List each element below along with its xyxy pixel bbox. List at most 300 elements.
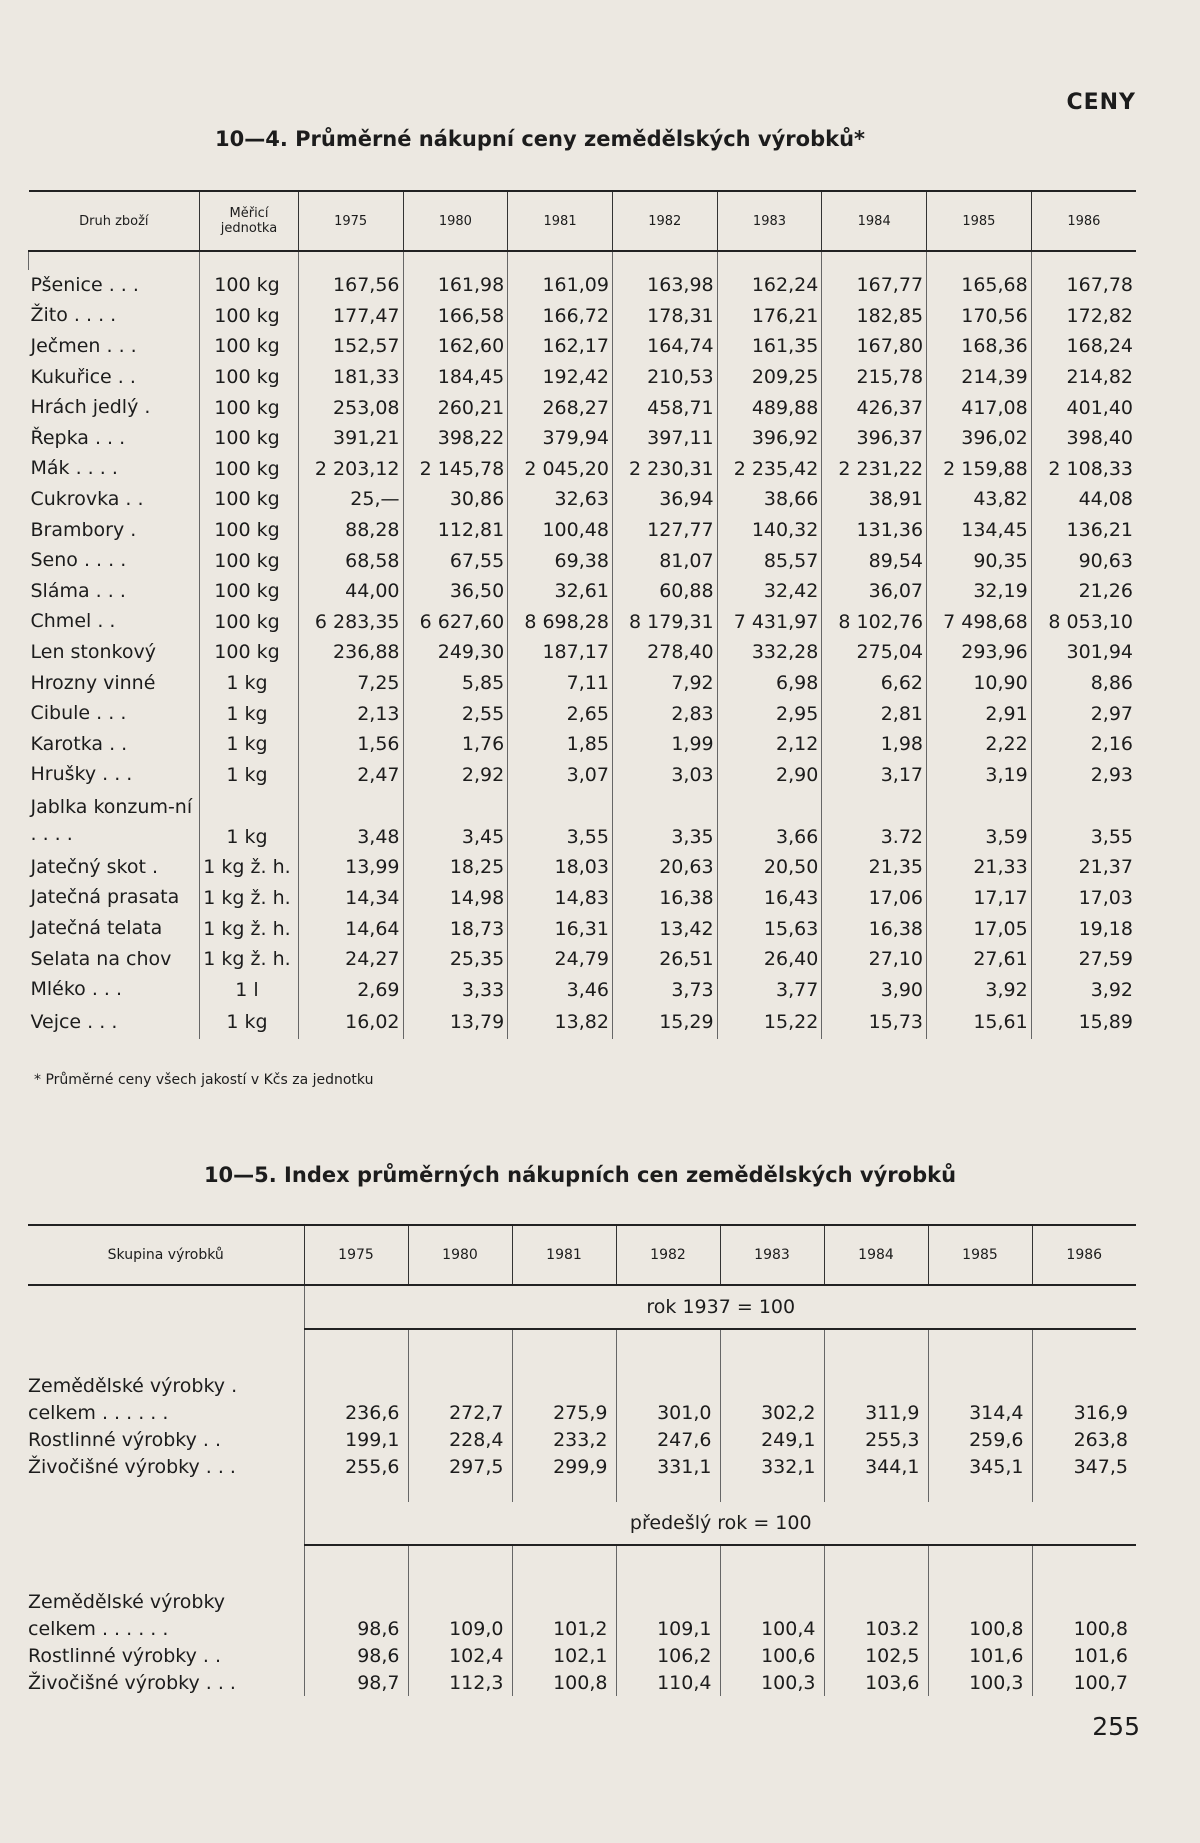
unit-cell: 1 kg ž. h. xyxy=(200,913,299,944)
index-cell xyxy=(408,1372,512,1399)
price-cell: 253,08 xyxy=(298,392,403,423)
table-row xyxy=(29,454,1137,485)
product-name: Sláma . . . xyxy=(30,579,126,602)
index-cell: 332,1 xyxy=(720,1453,824,1480)
price-cell: 15,73 xyxy=(822,1005,927,1039)
index-cell: 275,9 xyxy=(512,1399,616,1426)
price-cell: 17,17 xyxy=(927,883,1032,914)
index-cell: 344,1 xyxy=(824,1453,928,1480)
group-name: Rostlinné výrobky . . xyxy=(28,1428,221,1451)
column-header-year: 1983 xyxy=(720,1225,824,1285)
price-cell: 165,68 xyxy=(927,270,1032,301)
index-cell: 100,6 xyxy=(720,1642,824,1669)
price-cell: 391,21 xyxy=(298,423,403,454)
table-row xyxy=(28,1669,1136,1696)
index-cell: 301,0 xyxy=(616,1399,720,1426)
table-row xyxy=(29,974,1137,1005)
price-cell: 38,91 xyxy=(822,484,927,515)
index-cell: 100,8 xyxy=(512,1669,616,1696)
price-cell: 3.72 xyxy=(822,790,927,852)
index-cell: 297,5 xyxy=(408,1453,512,1480)
price-cell: 13,82 xyxy=(508,1005,613,1039)
price-cell: 6,62 xyxy=(822,668,927,699)
price-cell: 18,25 xyxy=(403,852,508,883)
price-cell: 2,91 xyxy=(927,698,1032,729)
index-cell: 263,8 xyxy=(1032,1426,1136,1453)
price-cell: 3,07 xyxy=(508,760,613,791)
price-cell: 6 627,60 xyxy=(403,607,508,638)
index-cell: 233,2 xyxy=(512,1426,616,1453)
price-cell: 3,46 xyxy=(508,974,613,1005)
price-cell: 8 698,28 xyxy=(508,607,613,638)
index-cell xyxy=(408,1588,512,1615)
index-cell: 259,6 xyxy=(928,1426,1032,1453)
price-cell: 417,08 xyxy=(927,392,1032,423)
base-period-band-row xyxy=(28,1285,1136,1329)
price-cell: 32,61 xyxy=(508,576,613,607)
price-cell: 27,61 xyxy=(927,944,1032,975)
table-row xyxy=(28,1426,1136,1453)
index-cell xyxy=(720,1372,824,1399)
price-cell: 396,37 xyxy=(822,423,927,454)
price-cell: 81,07 xyxy=(612,545,717,576)
index-cell: 102,5 xyxy=(824,1642,928,1669)
band-spacer xyxy=(28,1502,304,1545)
price-cell: 21,33 xyxy=(927,852,1032,883)
price-cell: 182,85 xyxy=(822,301,927,332)
spacer-cell xyxy=(1032,1480,1136,1502)
price-cell: 25,— xyxy=(298,484,403,515)
table1-title: 10—4. Průměrné nákupní ceny zemědělských výrobků* xyxy=(215,127,865,151)
spacer-cell xyxy=(304,1480,408,1502)
index-cell: 331,1 xyxy=(616,1453,720,1480)
table-row xyxy=(29,423,1137,454)
index-cell: 345,1 xyxy=(928,1453,1032,1480)
price-cell: 7,25 xyxy=(298,668,403,699)
spacer-cell xyxy=(720,1545,824,1588)
index-cell: 100,4 xyxy=(720,1615,824,1642)
index-cell xyxy=(720,1588,824,1615)
index-cell xyxy=(1032,1372,1136,1399)
average-prices-table xyxy=(28,190,1136,1039)
spacer-row xyxy=(29,251,1137,270)
spacer-cell xyxy=(720,1329,824,1372)
table-row xyxy=(29,607,1137,638)
price-cell: 127,77 xyxy=(612,515,717,546)
spacer-cell xyxy=(512,1480,616,1502)
price-cell: 32,63 xyxy=(508,484,613,515)
index-cell: 101,6 xyxy=(928,1642,1032,1669)
price-cell: 10,90 xyxy=(927,668,1032,699)
table-row xyxy=(29,637,1137,668)
price-cell: 161,98 xyxy=(403,270,508,301)
product-name: Seno . . . . xyxy=(30,549,127,572)
index-cell: 112,3 xyxy=(408,1669,512,1696)
price-cell: 8 102,76 xyxy=(822,607,927,638)
price-cell: 88,28 xyxy=(298,515,403,546)
price-cell: 21,26 xyxy=(1031,576,1136,607)
price-cell: 3,19 xyxy=(927,760,1032,791)
price-cell: 20,63 xyxy=(612,852,717,883)
price-cell: 90,63 xyxy=(1031,545,1136,576)
index-cell: 102,4 xyxy=(408,1642,512,1669)
price-cell: 131,36 xyxy=(822,515,927,546)
price-cell: 25,35 xyxy=(403,944,508,975)
index-cell: 272,7 xyxy=(408,1399,512,1426)
product-name: Řepka . . . xyxy=(30,426,126,449)
unit-cell: 100 kg xyxy=(200,362,299,393)
unit-cell: 100 kg xyxy=(200,270,299,301)
price-cell: 44,00 xyxy=(298,576,403,607)
price-cell: 134,45 xyxy=(927,515,1032,546)
spacer-cell xyxy=(717,251,822,270)
price-cell: 16,43 xyxy=(717,883,822,914)
product-name: Jatečná prasata xyxy=(30,886,180,909)
price-cell: 43,82 xyxy=(927,484,1032,515)
base-period-band: rok 1937 = 100 xyxy=(304,1285,1136,1329)
price-cell: 152,57 xyxy=(298,331,403,362)
price-cell: 397,11 xyxy=(612,423,717,454)
price-cell: 2,47 xyxy=(298,760,403,791)
table-row xyxy=(29,576,1137,607)
index-cell xyxy=(824,1372,928,1399)
spacer-cell xyxy=(824,1480,928,1502)
spacer-row xyxy=(28,1329,1136,1372)
index-cell xyxy=(928,1372,1032,1399)
price-cell: 268,27 xyxy=(508,392,613,423)
column-header-product: Druh zboží xyxy=(29,191,200,251)
product-name: Karotka . . xyxy=(30,732,128,755)
index-cell: 98,6 xyxy=(304,1615,408,1642)
price-cell: 163,98 xyxy=(612,270,717,301)
index-cell: 311,9 xyxy=(824,1399,928,1426)
price-cell: 8 179,31 xyxy=(612,607,717,638)
unit-cell: 100 kg xyxy=(200,301,299,332)
price-cell: 332,28 xyxy=(717,637,822,668)
unit-cell: 1 kg xyxy=(200,729,299,760)
price-cell: 7,11 xyxy=(508,668,613,699)
price-cell: 215,78 xyxy=(822,362,927,393)
price-cell: 2,55 xyxy=(403,698,508,729)
group-name: celkem . . . . . . xyxy=(28,1401,169,1424)
price-cell: 14,98 xyxy=(403,883,508,914)
price-cell: 187,17 xyxy=(508,637,613,668)
table-row xyxy=(28,1615,1136,1642)
price-cell: 44,08 xyxy=(1031,484,1136,515)
price-cell: 2,93 xyxy=(1031,760,1136,791)
table-header-row xyxy=(28,1225,1136,1285)
index-cell: 100,3 xyxy=(928,1669,1032,1696)
price-cell: 2,90 xyxy=(717,760,822,791)
index-cell xyxy=(512,1588,616,1615)
price-cell: 2 145,78 xyxy=(403,454,508,485)
price-cell: 16,38 xyxy=(822,913,927,944)
product-name: Brambory . xyxy=(30,518,137,541)
price-cell: 14,34 xyxy=(298,883,403,914)
price-cell: 1,85 xyxy=(508,729,613,760)
spacer-cell xyxy=(1032,1545,1136,1588)
index-cell xyxy=(928,1588,1032,1615)
index-cell: 98,6 xyxy=(304,1642,408,1669)
index-cell: 299,9 xyxy=(512,1453,616,1480)
table-row xyxy=(29,790,1137,852)
product-name: Selata na chov xyxy=(30,947,172,970)
product-name: Hrách jedlý . xyxy=(30,396,151,419)
column-header-year: 1975 xyxy=(304,1225,408,1285)
price-cell: 21,35 xyxy=(822,852,927,883)
spacer-cell xyxy=(200,251,299,270)
price-cell: 177,47 xyxy=(298,301,403,332)
price-cell: 16,02 xyxy=(298,1005,403,1039)
spacer-cell xyxy=(28,1545,304,1588)
previous-year-band-row xyxy=(28,1502,1136,1545)
column-header-year: 1984 xyxy=(824,1225,928,1285)
spacer-cell xyxy=(304,1329,408,1372)
unit-cell: 1 kg ž. h. xyxy=(200,883,299,914)
column-header-year: 1975 xyxy=(298,191,403,251)
column-header-unit: Měřicí jednotka xyxy=(200,191,299,251)
product-name: Jablka konzum-ní . . . . xyxy=(30,796,193,846)
index-cell: 106,2 xyxy=(616,1642,720,1669)
spacer-cell xyxy=(928,1329,1032,1372)
price-cell: 2 235,42 xyxy=(717,454,822,485)
price-cell: 2 108,33 xyxy=(1031,454,1136,485)
price-cell: 2,97 xyxy=(1031,698,1136,729)
table-row xyxy=(29,484,1137,515)
column-header-year: 1981 xyxy=(508,191,613,251)
index-cell: 101,6 xyxy=(1032,1642,1136,1669)
price-cell: 178,31 xyxy=(612,301,717,332)
price-cell: 68,58 xyxy=(298,545,403,576)
table-row xyxy=(29,301,1137,332)
column-header-year: 1986 xyxy=(1031,191,1136,251)
product-name: Mák . . . . xyxy=(30,457,118,480)
price-cell: 3,90 xyxy=(822,974,927,1005)
price-cell: 1,98 xyxy=(822,729,927,760)
price-cell: 172,82 xyxy=(1031,301,1136,332)
index-cell xyxy=(616,1372,720,1399)
product-name: Chmel . . xyxy=(30,610,116,633)
index-cell: 102,1 xyxy=(512,1642,616,1669)
price-cell: 32,19 xyxy=(927,576,1032,607)
index-cell: 302,2 xyxy=(720,1399,824,1426)
product-name: Jatečný skot . xyxy=(30,855,159,878)
price-cell: 140,32 xyxy=(717,515,822,546)
price-cell: 15,61 xyxy=(927,1005,1032,1039)
price-cell: 2,12 xyxy=(717,729,822,760)
index-cell xyxy=(1032,1588,1136,1615)
spacer-cell xyxy=(1031,251,1136,270)
price-cell: 3,73 xyxy=(612,974,717,1005)
unit-cell: 100 kg xyxy=(200,423,299,454)
price-cell: 170,56 xyxy=(927,301,1032,332)
price-cell: 396,02 xyxy=(927,423,1032,454)
index-cell: 100,8 xyxy=(928,1615,1032,1642)
unit-cell: 100 kg xyxy=(200,515,299,546)
price-cell: 214,39 xyxy=(927,362,1032,393)
table-row xyxy=(29,392,1137,423)
price-cell: 161,35 xyxy=(717,331,822,362)
unit-cell: 1 kg xyxy=(200,668,299,699)
price-cell: 3,59 xyxy=(927,790,1032,852)
column-header-year: 1985 xyxy=(927,191,1032,251)
price-cell: 136,21 xyxy=(1031,515,1136,546)
price-cell: 21,37 xyxy=(1031,852,1136,883)
price-cell: 38,66 xyxy=(717,484,822,515)
index-cell: 109,0 xyxy=(408,1615,512,1642)
product-name: Ječmen . . . xyxy=(30,334,137,357)
price-cell: 26,51 xyxy=(612,944,717,975)
price-cell: 236,88 xyxy=(298,637,403,668)
spacer-cell xyxy=(612,251,717,270)
price-cell: 458,71 xyxy=(612,392,717,423)
price-cell: 275,04 xyxy=(822,637,927,668)
table-row xyxy=(29,331,1137,362)
price-cell: 17,06 xyxy=(822,883,927,914)
spacer-row xyxy=(28,1545,1136,1588)
spacer-cell xyxy=(824,1329,928,1372)
price-cell: 6,98 xyxy=(717,668,822,699)
price-cell: 32,42 xyxy=(717,576,822,607)
price-cell: 7,92 xyxy=(612,668,717,699)
price-cell: 3,55 xyxy=(1031,790,1136,852)
price-cell: 90,35 xyxy=(927,545,1032,576)
price-cell: 3,92 xyxy=(927,974,1032,1005)
price-cell: 214,82 xyxy=(1031,362,1136,393)
index-cell: 110,4 xyxy=(616,1669,720,1696)
price-index-table xyxy=(28,1224,1136,1696)
product-name: Žito . . . . xyxy=(30,304,117,327)
price-cell: 15,63 xyxy=(717,913,822,944)
price-cell: 27,59 xyxy=(1031,944,1136,975)
spacer-cell xyxy=(512,1329,616,1372)
price-cell: 89,54 xyxy=(822,545,927,576)
price-cell: 67,55 xyxy=(403,545,508,576)
price-cell: 7 431,97 xyxy=(717,607,822,638)
spacer-cell xyxy=(616,1480,720,1502)
page-number: 255 xyxy=(1092,1712,1140,1741)
price-cell: 30,86 xyxy=(403,484,508,515)
table-row xyxy=(28,1453,1136,1480)
unit-cell: 1 kg xyxy=(200,790,299,852)
price-cell: 69,38 xyxy=(508,545,613,576)
index-cell: 98,7 xyxy=(304,1669,408,1696)
column-header-year: 1984 xyxy=(822,191,927,251)
unit-cell: 1 kg ž. h. xyxy=(200,944,299,975)
price-cell: 489,88 xyxy=(717,392,822,423)
price-cell: 2 045,20 xyxy=(508,454,613,485)
price-cell: 2,95 xyxy=(717,698,822,729)
spacer-cell xyxy=(304,1545,408,1588)
price-cell: 3,92 xyxy=(1031,974,1136,1005)
price-cell: 18,03 xyxy=(508,852,613,883)
price-cell: 2 231,22 xyxy=(822,454,927,485)
price-cell: 3,35 xyxy=(612,790,717,852)
price-cell: 2,22 xyxy=(927,729,1032,760)
unit-cell: 100 kg xyxy=(200,484,299,515)
price-cell: 3,55 xyxy=(508,790,613,852)
spacer-cell xyxy=(408,1545,512,1588)
price-cell: 13,79 xyxy=(403,1005,508,1039)
price-cell: 1,76 xyxy=(403,729,508,760)
price-cell: 278,40 xyxy=(612,637,717,668)
index-cell: 103.2 xyxy=(824,1615,928,1642)
index-cell: 247,6 xyxy=(616,1426,720,1453)
product-name: Jatečná telata xyxy=(30,917,163,940)
index-cell: 100,7 xyxy=(1032,1669,1136,1696)
price-cell: 209,25 xyxy=(717,362,822,393)
table-row xyxy=(29,668,1137,699)
price-cell: 2,83 xyxy=(612,698,717,729)
product-name: Hrozny vinné xyxy=(30,671,156,694)
price-cell: 36,94 xyxy=(612,484,717,515)
index-cell: 199,1 xyxy=(304,1426,408,1453)
price-cell: 17,03 xyxy=(1031,883,1136,914)
price-cell: 398,22 xyxy=(403,423,508,454)
index-cell: 314,4 xyxy=(928,1399,1032,1426)
price-cell: 8 053,10 xyxy=(1031,607,1136,638)
index-cell: 109,1 xyxy=(616,1615,720,1642)
price-cell: 16,31 xyxy=(508,913,613,944)
price-cell: 167,78 xyxy=(1031,270,1136,301)
column-header-group: Skupina výrobků xyxy=(28,1225,304,1285)
spacer-cell xyxy=(616,1329,720,1372)
index-cell xyxy=(304,1372,408,1399)
price-cell: 162,17 xyxy=(508,331,613,362)
price-cell: 15,29 xyxy=(612,1005,717,1039)
price-cell: 167,77 xyxy=(822,270,927,301)
spacer-cell xyxy=(28,1480,304,1502)
column-header-year: 1985 xyxy=(928,1225,1032,1285)
price-cell: 15,89 xyxy=(1031,1005,1136,1039)
price-cell: 6 283,35 xyxy=(298,607,403,638)
table-row xyxy=(29,760,1137,791)
price-cell: 3,45 xyxy=(403,790,508,852)
spacer-cell xyxy=(1032,1329,1136,1372)
group-name: Živočišné výrobky . . . xyxy=(28,1455,236,1478)
index-cell: 255,3 xyxy=(824,1426,928,1453)
spacer-cell xyxy=(512,1545,616,1588)
price-cell: 15,22 xyxy=(717,1005,822,1039)
unit-cell: 1 kg xyxy=(200,1005,299,1039)
product-name: Kukuřice . . xyxy=(30,365,136,388)
spacer-cell xyxy=(928,1480,1032,1502)
table-row xyxy=(28,1588,1136,1615)
group-name: Rostlinné výrobky . . xyxy=(28,1644,221,1667)
price-cell: 184,45 xyxy=(403,362,508,393)
unit-cell: 100 kg xyxy=(200,545,299,576)
price-cell: 19,18 xyxy=(1031,913,1136,944)
price-cell: 293,96 xyxy=(927,637,1032,668)
spacer-row xyxy=(28,1480,1136,1502)
price-cell: 2,16 xyxy=(1031,729,1136,760)
column-header-year: 1982 xyxy=(616,1225,720,1285)
price-cell: 301,94 xyxy=(1031,637,1136,668)
price-cell: 249,30 xyxy=(403,637,508,668)
unit-cell: 100 kg xyxy=(200,607,299,638)
product-name: Vejce . . . xyxy=(30,1010,118,1033)
unit-cell: 1 kg xyxy=(200,760,299,791)
unit-cell: 100 kg xyxy=(200,331,299,362)
price-cell: 426,37 xyxy=(822,392,927,423)
price-cell: 5,85 xyxy=(403,668,508,699)
price-cell: 1,56 xyxy=(298,729,403,760)
table-row xyxy=(28,1399,1136,1426)
product-name: Len stonkový xyxy=(30,640,156,663)
price-cell: 2,92 xyxy=(403,760,508,791)
price-cell: 7 498,68 xyxy=(927,607,1032,638)
spacer-cell xyxy=(928,1545,1032,1588)
